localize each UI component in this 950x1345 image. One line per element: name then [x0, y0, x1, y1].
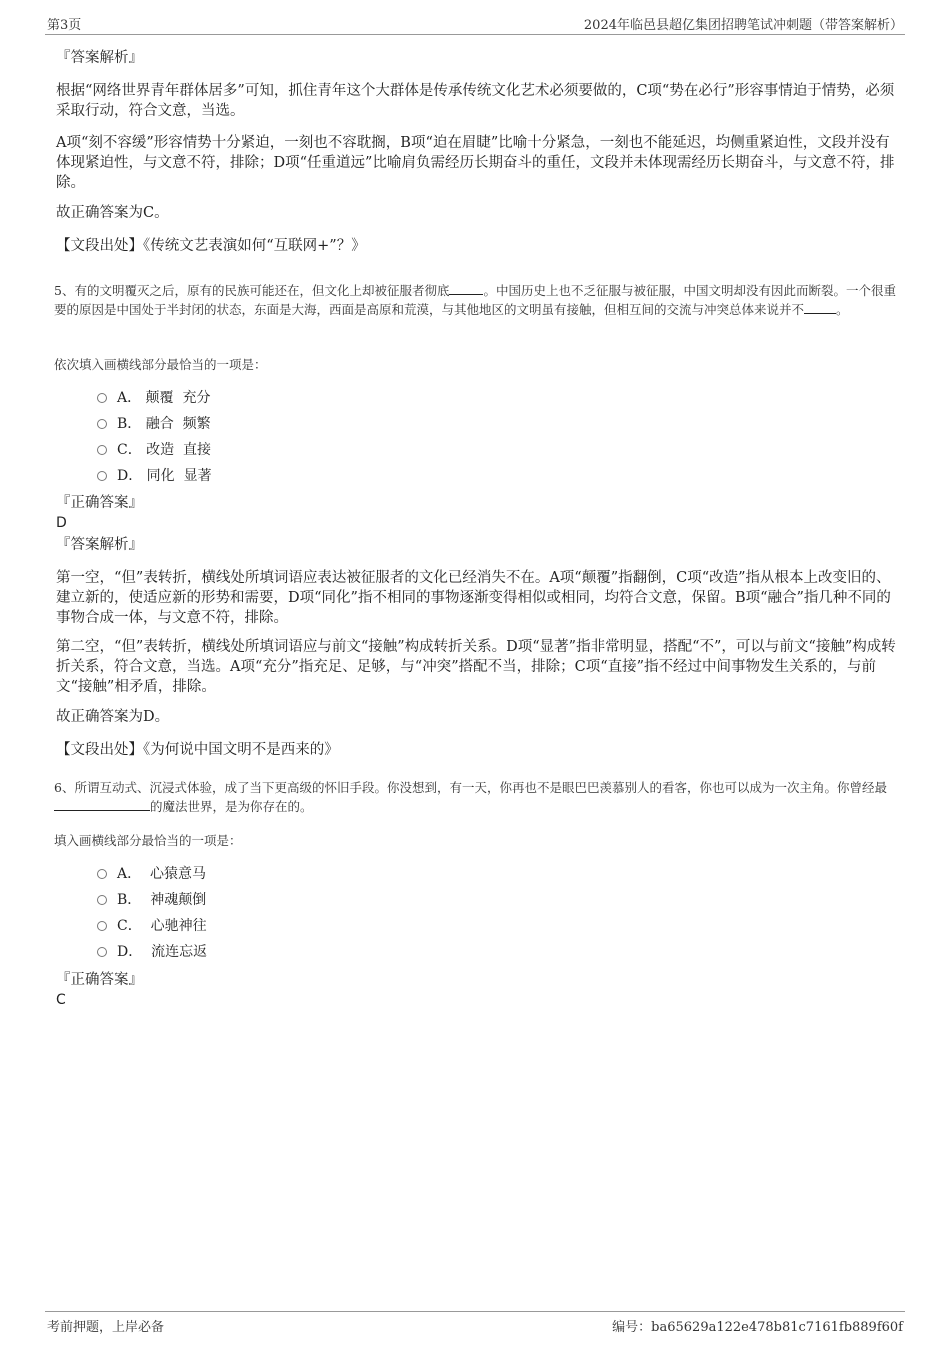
q6-option-c-label: C． 心驰神往 — [117, 918, 207, 934]
header-divider — [45, 34, 905, 35]
radio-icon[interactable] — [97, 445, 107, 455]
q5-option-c[interactable] — [97, 440, 211, 460]
q6-option-a-label: A． 心猿意马 — [117, 866, 207, 882]
q5-option-a-label: A． 颠覆 充分 — [117, 390, 211, 406]
q6-prompt: 填入画横线部分最恰当的一项是： — [54, 833, 242, 848]
q5-prompt: 依次填入画横线部分最恰当的一项是： — [54, 357, 267, 372]
q6-correct-answer: C — [56, 992, 66, 1008]
q5-analysis-label: 『答案解析』 — [56, 537, 143, 553]
q5-text-a: 5、有的文明覆灭之后，原有的民族可能还在，但文化上却被征服者彻底 — [54, 283, 450, 298]
q5-correct-answer: D — [56, 515, 67, 531]
q4-analysis-label: 『答案解析』 — [56, 50, 143, 66]
q6-question-text — [54, 778, 899, 816]
radio-icon[interactable] — [97, 393, 107, 403]
q5-text-b: 。中国历史上也不乏征服与被征服，中国文明却没有因此而断裂。一个很重要的原因是中国处于半封闭的状态，东面是大海，西面是高原和荒漠，与其他地区的文明虽有接触，但相互间的交流与冲突总体来说并不 — [54, 283, 896, 317]
q4-conclusion: 故正确答案为C。 — [56, 205, 169, 221]
q5-option-d-label: D． 同化 显著 — [117, 468, 212, 484]
radio-icon[interactable] — [97, 869, 107, 879]
q6-text-b: 的魔法世界，是为你存在的。 — [150, 799, 313, 814]
q5-option-b-label: B． 融合 频繁 — [117, 416, 211, 432]
radio-icon[interactable] — [97, 895, 107, 905]
q5-blank-2 — [804, 301, 836, 314]
q6-text-a: 6、所谓互动式、沉浸式体验，成了当下更高级的怀旧手段。你没想到，有一天，你再也不是眼巴巴羡慕别人的看客，你也可以成为一次主角。你曾经最 — [54, 780, 887, 795]
q5-text-c: 。 — [836, 302, 849, 317]
q6-option-b-label: B． 神魂颠倒 — [117, 892, 207, 908]
q5-analysis-para2: 第二空，“但”表转折，横线处所填词语应与前文“接触”构成转折关系。D项“显著”指非常明显，搭配“不”，可以与前文“接触”构成转折关系，符合文意，当选。A项“充分”指充足、足够，与“冲突”搭配不当，排除；C项“直接”指不经过中间事物发生关系的，与前文“接触”相矛盾，排除。 — [56, 639, 896, 695]
q5-blank-1 — [449, 282, 483, 295]
q6-blank — [54, 798, 150, 811]
footer-divider — [45, 1311, 905, 1312]
page-number: 第3页 — [47, 18, 82, 33]
q5-question-text — [54, 281, 899, 319]
q4-source: 【文段出处】《传统文艺表演如何“互联网+”？》 — [56, 238, 366, 254]
q6-correct-label: 『正确答案』 — [56, 972, 143, 988]
radio-icon[interactable] — [97, 419, 107, 429]
q6-option-c[interactable] — [97, 916, 207, 936]
q4-analysis-para2: A项“刻不容缓”形容情势十分紧迫，一刻也不容耽搁，B项“迫在眉睫”比喻十分紧急，一刻也不能延迟，均侧重紧迫性，文段并没有体现紧迫性，与文意不符，排除；D项“任重道远”比喻肩负需经历长期奋斗的重任，文段并未体现需经历长期奋斗，与文意不符，排除。 — [56, 135, 895, 191]
document-title: 2024年临邑县超亿集团招聘笔试冲刺题（带答案解析） — [583, 18, 903, 33]
q6-option-d-label: D． 流连忘返 — [117, 944, 208, 960]
radio-icon[interactable] — [97, 471, 107, 481]
q5-analysis-para1: 第一空，“但”表转折，横线处所填词语应表达被征服者的文化已经消失不在。A项“颠覆”指翻倒，C项“改造”指从根本上改变旧的、建立新的，使适应新的形势和需要，D项“同化”指不相同的事物逐渐变得相似或相同，均符合文意，保留。B项“融合”指几种不同的事物合成一体，与文意不符，排除。 — [56, 570, 891, 626]
q5-option-c-label: C． 改造 直接 — [117, 442, 212, 458]
q5-conclusion: 故正确答案为D。 — [56, 709, 170, 725]
radio-icon[interactable] — [97, 947, 107, 957]
q5-option-a[interactable] — [97, 388, 210, 408]
q5-correct-label: 『正确答案』 — [56, 495, 143, 511]
q4-analysis-para1: 根据“网络世界青年群体居多”可知，抓住青年这个大群体是传承传统文化艺术必须要做的，C项“势在必行”形容事情迫于情势，必须采取行动，符合文意，当选。 — [56, 83, 895, 119]
q5-option-b[interactable] — [97, 414, 211, 434]
q5-option-d[interactable] — [97, 466, 212, 486]
q6-option-b[interactable] — [97, 890, 206, 910]
document-id: 编号：ba65629a122e478b81c7161fb889f60f — [612, 1320, 903, 1335]
radio-icon[interactable] — [97, 921, 107, 931]
q6-option-a[interactable] — [97, 864, 206, 884]
footer-slogan: 考前押题，上岸必备 — [47, 1320, 165, 1335]
q5-source: 【文段出处】《为何说中国文明不是西来的》 — [56, 742, 339, 758]
q6-option-d[interactable] — [97, 942, 207, 962]
